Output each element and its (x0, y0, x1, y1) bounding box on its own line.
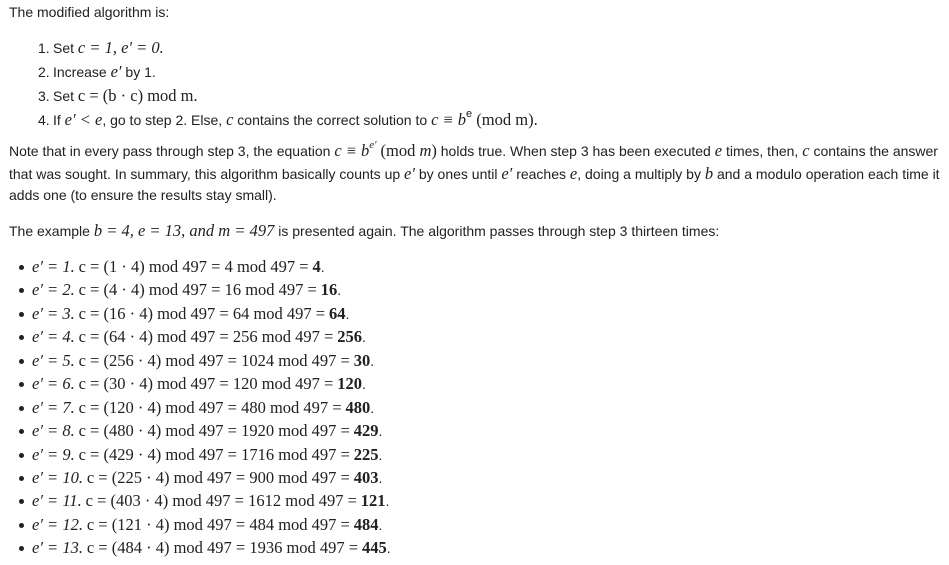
pass-step: e′ = 10. (32, 467, 83, 487)
pass-result: 256 (337, 327, 363, 347)
pass-step: e′ = 3. (32, 303, 75, 323)
list-item: e′ = 3. c = (16 · 4) mod 497 = 64 mod 497 = 64. (32, 302, 391, 325)
pass-step: e′ = 13. (32, 538, 83, 558)
pass-result: 4 (312, 257, 321, 276)
bullet-icon (19, 546, 24, 551)
bullet-icon (19, 312, 24, 317)
pass-step: e′ = 2. (32, 280, 75, 300)
bullet-icon (19, 288, 24, 293)
note-text: by ones until (418, 165, 498, 182)
note-text: times, then, (725, 143, 799, 159)
note-text: contains the answer that was sought. In summary, this algorithm basically counts up (9, 143, 938, 182)
inline-math: e′ (404, 163, 415, 183)
pass-expression: c = (30 · 4) mod 497 = 120 mod 497 = (78, 374, 334, 394)
step-text: , go to step 2. Else, (102, 112, 223, 128)
bullet-icon (19, 265, 24, 270)
pass-expression: c = (64 · 4) mod 497 = 256 mod 497 = (78, 327, 334, 347)
pass-expression: c = (16 · 4) mod 497 = 64 mod 497 = (78, 303, 326, 323)
step-math: c (226, 110, 234, 129)
step-item (38, 36, 538, 60)
inline-math: e′ (501, 163, 513, 183)
pass-step: e′ = 8. (32, 421, 75, 441)
step-math: (mod m). (472, 110, 538, 129)
algorithm-steps (9, 36, 538, 132)
list-item: e′ = 13. c = (484 · 4) mod 497 = 1936 mod 497 = 445. (32, 536, 391, 559)
list-item: e′ = 8. c = (480 · 4) mod 497 = 1920 mod 497 = 429. (32, 419, 391, 442)
step-item (38, 108, 538, 132)
bullet-icon (19, 382, 24, 387)
step-item (38, 60, 538, 84)
pass-step: e′ = 4. (32, 327, 75, 347)
note-text: and a modulo operation each time it adds one (to ensure the results stay small). (9, 165, 940, 203)
list-item: e′ = 1. c = (1 · 4) mod 497 = 4 mod 497 = 4. (32, 255, 391, 278)
intro-text: The modified algorithm is: (9, 4, 170, 20)
pass-expression: c = (1 · 4) mod 497 = 4 mod 497 = (78, 257, 309, 276)
bullet-icon (19, 523, 24, 528)
note-text: holds true. When step 3 has been executed (440, 143, 711, 159)
example-values: b = 4, e = 13, and m = 497 (93, 221, 275, 240)
pass-expression: c = (121 · 4) mod 497 = 484 mod 497 = (86, 514, 350, 534)
step-item (38, 84, 538, 108)
pass-step: e′ = 9. (32, 444, 75, 464)
pass-step: e′ = 7. (32, 397, 75, 417)
step-math: c = 1, e′ = 0. (77, 38, 164, 57)
pass-expression: c = (484 · 4) mod 497 = 1936 mod 497 = (86, 538, 359, 558)
pass-step: e′ = 6. (32, 374, 75, 394)
step-label: Set (53, 40, 75, 56)
step-suffix: by 1. (125, 64, 156, 80)
bullet-icon (19, 359, 24, 364)
example-paragraph (9, 220, 719, 243)
note-text: reaches (516, 165, 566, 182)
bullet-icon (19, 429, 24, 434)
pass-expression: c = (225 · 4) mod 497 = 900 mod 497 = (86, 467, 350, 487)
step-math: c ≡ b (431, 110, 467, 129)
list-item: e′ = 2. c = (4 · 4) mod 497 = 16 mod 497 = 16. (32, 278, 391, 301)
step-math: e′ (110, 62, 122, 81)
pass-result: 429 (353, 421, 379, 441)
pass-expression: c = (429 · 4) mod 497 = 1716 mod 497 = (78, 444, 350, 464)
pass-step: e′ = 1. (32, 257, 75, 276)
pass-expression: c = (403 · 4) mod 497 = 1612 mod 497 = (85, 491, 357, 511)
list-item: e′ = 6. c = (30 · 4) mod 497 = 120 mod 497 = 120. (32, 372, 391, 395)
pass-result: 16 (320, 280, 338, 300)
pass-expression: c = (4 · 4) mod 497 = 16 mod 497 = (78, 280, 317, 300)
note-text: , doing a multiply by (577, 165, 701, 182)
pass-result: 445 (362, 538, 387, 558)
step-label: Increase (53, 64, 107, 80)
step-number: 1. (38, 40, 50, 56)
pass-result: 30 (353, 350, 371, 370)
step-number: 2. (38, 64, 50, 80)
pass-result: 121 (360, 491, 386, 511)
pass-expression: c = (120 · 4) mod 497 = 480 mod 497 = (78, 397, 342, 417)
pass-step: e′ = 5. (32, 350, 75, 370)
pass-result: 484 (353, 514, 379, 534)
pass-expression: c = (480 · 4) mod 497 = 1920 mod 497 = (78, 421, 350, 441)
step-label: If (53, 112, 61, 128)
bullet-icon (19, 406, 24, 411)
pass-step: e′ = 11. (32, 491, 82, 511)
step-math: e′ < e (64, 110, 103, 129)
pass-result: 64 (329, 303, 346, 323)
inline-math: $c \equiv b^{e'}$ (334, 138, 377, 160)
note-text: Note that in every pass through step 3, the equation (9, 143, 331, 159)
step-math-sup: e (466, 108, 473, 121)
pass-expression: c = (256 · 4) mod 497 = 1024 mod 497 = (78, 350, 350, 370)
bullet-icon (19, 499, 24, 504)
note-paragraph (9, 140, 945, 207)
list-item: e′ = 4. c = (64 · 4) mod 497 = 256 mod 497 = 256. (32, 325, 391, 348)
inline-math: b (704, 163, 714, 183)
step-text: contains the correct solution to (237, 112, 428, 128)
step-number: 4. (38, 112, 50, 128)
pass-step: e′ = 12. (32, 514, 83, 534)
bullet-icon (19, 453, 24, 458)
pass-result: 480 (345, 397, 371, 417)
list-item: e′ = 7. c = (120 · 4) mod 497 = 480 mod 497 = 480. (32, 396, 391, 419)
passes-list (9, 255, 391, 560)
pass-result: 225 (353, 444, 379, 464)
example-text: is presented again. The algorithm passes through step 3 thirteen times: (278, 223, 720, 239)
example-text: The example (9, 223, 90, 239)
list-item: e′ = 9. c = (429 · 4) mod 497 = 1716 mod 497 = 225. (32, 443, 391, 466)
step-label: Set (53, 88, 75, 104)
inline-math: (mod m) (380, 141, 437, 160)
inline-math: c (802, 141, 810, 160)
pass-result: 120 (337, 374, 363, 394)
pass-result: 403 (353, 467, 379, 487)
inline-math: e (714, 141, 723, 160)
bullet-icon (19, 476, 24, 481)
step-math: c = (b · c) mod m. (77, 86, 198, 105)
inline-math: e (569, 163, 578, 183)
list-item: e′ = 12. c = (121 · 4) mod 497 = 484 mod 497 = 484. (32, 513, 391, 536)
bullet-icon (19, 335, 24, 340)
list-item: e′ = 11. c = (403 · 4) mod 497 = 1612 mod 497 = 121. (32, 489, 391, 512)
list-item: e′ = 5. c = (256 · 4) mod 497 = 1024 mod 497 = 30. (32, 349, 391, 372)
list-item: e′ = 10. c = (225 · 4) mod 497 = 900 mod 497 = 403. (32, 466, 391, 489)
step-number: 3. (38, 88, 50, 104)
